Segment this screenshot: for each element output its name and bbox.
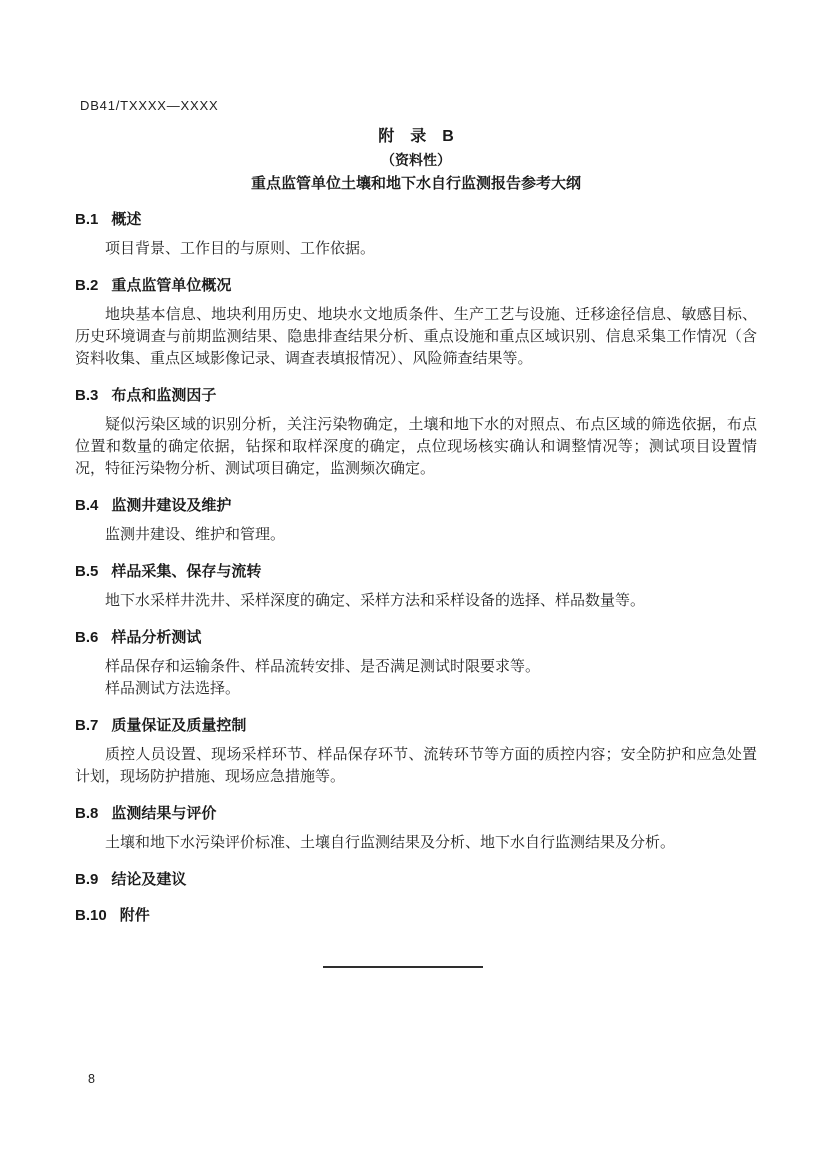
section-b8: [75, 804, 757, 854]
document-content: [75, 122, 757, 968]
section-heading: [75, 276, 757, 296]
section-title: 样品分析测试: [111, 629, 202, 646]
section-paragraph: 地下水采样井洗井、采样深度的确定、采样方法和采样设备的选择、样品数量等。: [105, 592, 646, 609]
end-of-document-rule: [323, 966, 483, 968]
section-number: B.4: [75, 497, 99, 514]
section-b7: [75, 716, 757, 788]
section-heading: [75, 716, 757, 736]
section-number: B.6: [75, 629, 99, 646]
section-number: B.5: [75, 563, 99, 580]
section-paragraph: 土壤和地下水污染评价标准、土壤自行监测结果及分析、地下水自行监测结果及分析。: [105, 834, 676, 851]
section-title: 重点监管单位概况: [111, 277, 232, 294]
section-number: B.7: [75, 717, 99, 734]
section-number: B.10: [75, 907, 107, 924]
section-title: 概述: [111, 211, 142, 228]
section-b1: [75, 210, 757, 260]
section-paragraph: 项目背景、工作目的与原则、工作依据。: [105, 240, 376, 257]
appendix-type-label: （资料性）: [381, 152, 451, 168]
section-heading: [75, 496, 757, 516]
section-title: 监测井建设及维护: [111, 497, 232, 514]
section-b2: [75, 276, 757, 370]
section-number: B.8: [75, 805, 99, 822]
section-title: 布点和监测因子: [111, 387, 217, 404]
section-b6: [75, 628, 757, 700]
section-number: B.1: [75, 211, 99, 228]
section-heading: [75, 562, 757, 582]
section-heading: [75, 804, 757, 824]
section-paragraph: 疑似污染区域的识别分析，关注污染物确定，土壤和地下水的对照点、布点区域的筛选依据，布点位置和数量的确定依据，钻探和取样深度的确定，点位现场核实确认和调整情况等；测试项目设置情况，特征污染物分析、测试项目确定，监测频次确定。: [75, 416, 757, 477]
section-paragraph: 监测井建设、维护和管理。: [105, 526, 286, 543]
section-title: 样品采集、保存与流转: [111, 563, 262, 580]
appendix-subtitle: 重点监管单位土壤和地下水自行监测报告参考大纲: [250, 175, 581, 192]
section-b9: [75, 870, 757, 890]
section-number: B.2: [75, 277, 99, 294]
section-b5: [75, 562, 757, 612]
document-code-header: DB41/TXXXX—XXXX: [80, 98, 219, 113]
section-b3: [75, 386, 757, 480]
section-heading: [75, 210, 757, 230]
section-heading: [75, 628, 757, 648]
section-b10: [75, 906, 757, 926]
section-paragraph: 样品测试方法选择。: [105, 680, 241, 697]
section-paragraph: 地块基本信息、地块利用历史、地块水文地质条件、生产工艺与设施、迁移途径信息、敏感目标、历史环境调查与前期监测结果、隐患排查结果分析、重点设施和重点区域识别、信息采集工作情况（含资料收集、重点区域影像记录、调查表填报情况）、风险筛查结果等。: [75, 306, 757, 367]
section-title: 质量保证及质量控制: [111, 717, 247, 734]
section-heading: [75, 386, 757, 406]
section-heading: [75, 870, 757, 890]
appendix-title: 附 录 B: [378, 128, 454, 145]
section-number: B.9: [75, 871, 99, 888]
section-number: B.3: [75, 387, 99, 404]
section-paragraph: 样品保存和运输条件、样品流转安排、是否满足测试时限要求等。: [105, 658, 541, 675]
section-heading: [75, 906, 757, 926]
section-title: 附件: [119, 907, 150, 924]
section-paragraph: 质控人员设置、现场采样环节、样品保存环节、流转环节等方面的质控内容；安全防护和应急处置计划，现场防护措施、现场应急措施等。: [75, 746, 757, 785]
page-number: 8: [88, 1072, 95, 1086]
section-title: 结论及建议: [111, 871, 187, 888]
section-title: 监测结果与评价: [111, 805, 217, 822]
section-b4: [75, 496, 757, 546]
